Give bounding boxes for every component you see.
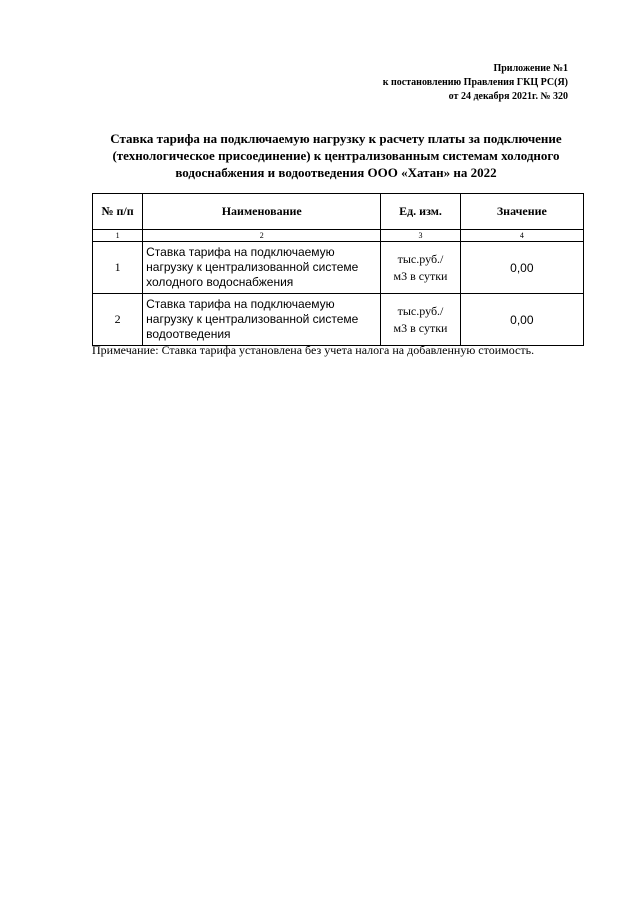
- unit-line-1: тыс.руб./: [397, 251, 444, 266]
- appendix-number: Приложение №1: [493, 63, 568, 74]
- row-number: 2: [93, 294, 143, 346]
- column-number-row: [93, 230, 584, 242]
- title-line-2: (технологическое присоединение) к централизованным системам холодного: [112, 148, 560, 163]
- row-value: 0,00: [460, 242, 583, 294]
- table-row: [93, 294, 584, 346]
- row-number: 1: [93, 242, 143, 294]
- column-number: 4: [460, 230, 583, 242]
- row-name: Ставка тарифа на подключаемую нагрузку к централизованной системе холодного водоснабжения: [143, 242, 381, 294]
- table-header-row: [93, 194, 584, 230]
- table-row: [93, 242, 584, 294]
- row-unit: [381, 294, 460, 346]
- tariff-table: [92, 193, 584, 346]
- unit-line-2: м3 в сутки: [393, 268, 448, 283]
- unit-line-2: м3 в сутки: [393, 320, 448, 335]
- title-line-3: водоснабжения и водоотведения ООО «Хатан» на 2022: [175, 165, 497, 180]
- row-value: 0,00: [460, 294, 583, 346]
- table-note: Примечание: Ставка тарифа установлена без учета налога на добавленную стоимость.: [92, 343, 535, 357]
- title-line-1: Ставка тарифа на подключаемую нагрузку к расчету платы за подключение: [110, 131, 562, 146]
- row-name: Ставка тарифа на подключаемую нагрузку к централизованной системе водоотведения: [143, 294, 381, 346]
- appendix-date: от 24 декабря 2021г. № 320: [448, 91, 568, 102]
- header-value: Значение: [460, 194, 583, 230]
- column-number: 2: [143, 230, 381, 242]
- header-name: Наименование: [143, 194, 381, 230]
- column-number: 3: [381, 230, 460, 242]
- appendix-header: [383, 62, 568, 104]
- unit-line-1: тыс.руб./: [397, 303, 444, 318]
- column-number: 1: [93, 230, 143, 242]
- appendix-resolution: к постановлению Правления ГКЦ РС(Я): [382, 77, 568, 88]
- header-unit: Ед. изм.: [381, 194, 460, 230]
- header-number: № п/п: [93, 194, 143, 230]
- document-title: [86, 130, 586, 181]
- row-unit: [381, 242, 460, 294]
